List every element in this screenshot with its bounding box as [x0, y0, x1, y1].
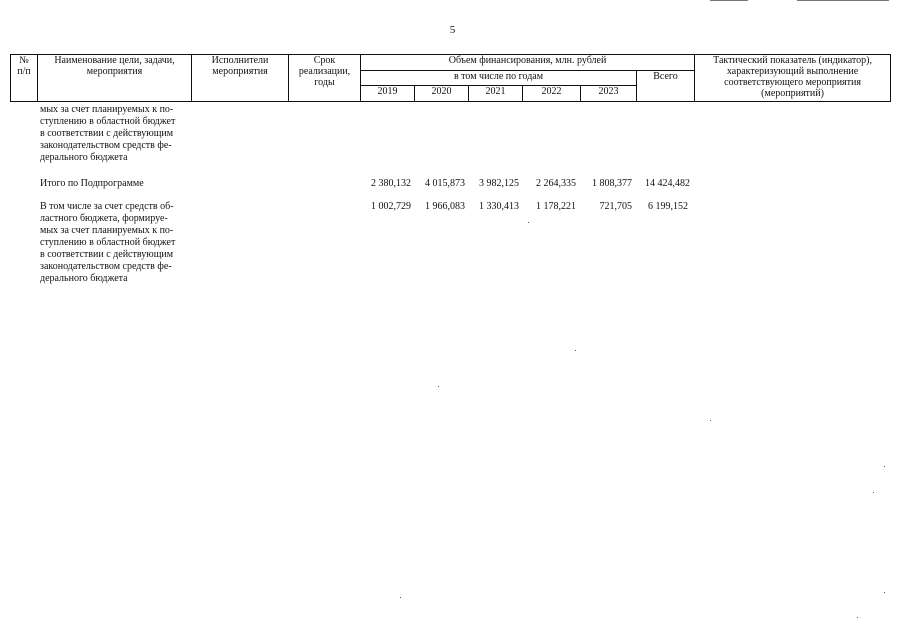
header-number: № п/п — [11, 55, 38, 102]
row-regional-2023: 721,705 — [599, 201, 632, 212]
header-executors: Исполнители мероприятия — [192, 55, 289, 102]
row-total-label: Итого по Подпрограмме — [40, 178, 144, 189]
header-total: Всего — [637, 71, 695, 102]
row-regional-2022: 1 178,221 — [536, 201, 576, 212]
header-year-2021: 2021 — [469, 86, 523, 102]
table-header — [10, 54, 891, 102]
row-total-all: 14 424,482 — [645, 178, 690, 189]
header-term: Срок реализации, годы — [289, 55, 361, 102]
row-total-2021: 3 982,125 — [479, 178, 519, 189]
continuation-text: мых за счет планируемых к по- ступлению в областной бюджет в соответствии с действующим законодательством средств фе- дерального бюджета — [40, 104, 176, 163]
row-total-2019: 2 380,132 — [371, 178, 411, 189]
header-year-2023: 2023 — [581, 86, 637, 102]
header-year-2019: 2019 — [361, 86, 415, 102]
row-regional-all: 6 199,152 — [648, 201, 688, 212]
header-funding: Объем финансирования, млн. рублей — [361, 55, 695, 71]
row-regional-label: В том числе за счет средств об- ластного бюджета, формируе- мых за счет планируемых к по- ступлению в областной бюджет в соответствии с действующим законодательством средств фе- дерального бюджета — [40, 201, 176, 284]
row-regional-2019: 1 002,729 — [371, 201, 411, 212]
row-total-2022: 2 264,335 — [536, 178, 576, 189]
header-year-2020: 2020 — [415, 86, 469, 102]
page-number: 5 — [449, 24, 456, 36]
header-by-years: в том числе по годам — [361, 71, 637, 86]
row-regional-2020: 1 966,083 — [425, 201, 465, 212]
top-edge-marks — [705, 0, 895, 2]
row-regional-2021: 1 330,413 — [479, 201, 519, 212]
row-total-2020: 4 015,873 — [425, 178, 465, 189]
header-year-2022: 2022 — [523, 86, 581, 102]
header-name: Наименование цели, задачи, мероприятия — [38, 55, 192, 102]
row-total-2023: 1 808,377 — [592, 178, 632, 189]
header-indicator: Тактический показатель (индикатор), характеризующий выполнение соответствующего мероприятия (мероприятий) — [695, 55, 891, 102]
